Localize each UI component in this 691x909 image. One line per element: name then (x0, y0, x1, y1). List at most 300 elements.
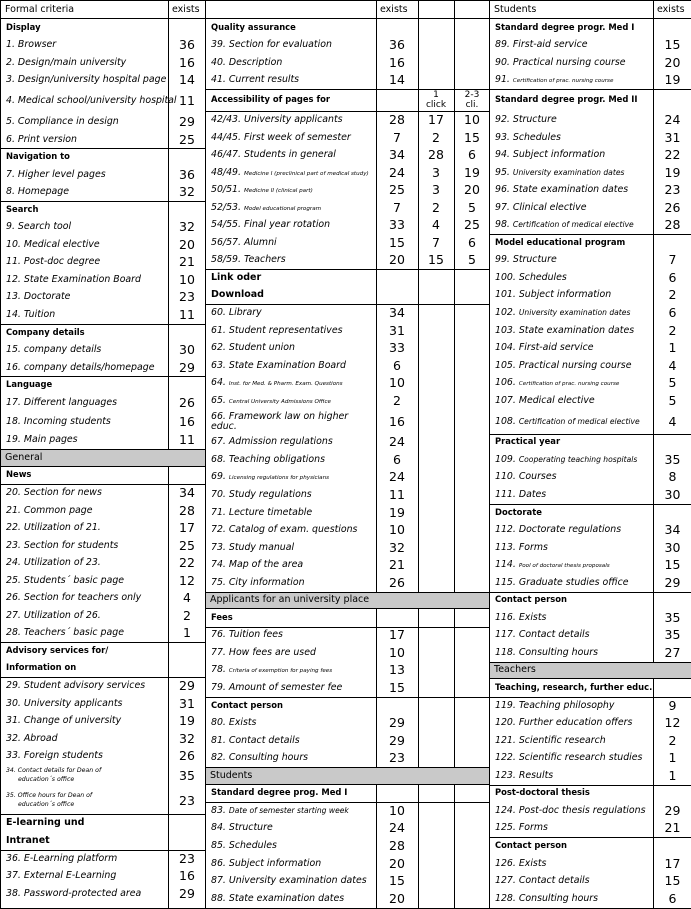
row-label: 27. Utilization of 26. (6, 609, 101, 621)
one-click-count: 17 (428, 111, 444, 127)
table-row (206, 837, 489, 855)
table-row (1, 201, 205, 219)
table-row (490, 37, 691, 55)
exists-count: 28 (389, 837, 405, 853)
table-row (490, 217, 691, 235)
table-row (206, 164, 489, 182)
row-label: 107. Medical elective (495, 394, 595, 406)
header-exists: exists (657, 4, 685, 15)
table-row (490, 855, 691, 873)
exists-count: 29 (389, 732, 405, 748)
table-row (206, 181, 489, 199)
one-click-count: 7 (432, 234, 440, 250)
row-label: 113. Forms (495, 541, 548, 553)
table-row (206, 504, 489, 522)
table-row (490, 181, 691, 199)
table-row (206, 486, 489, 504)
table-row (490, 19, 691, 37)
table-row (1, 695, 205, 713)
table-row (490, 539, 691, 557)
table-row (490, 129, 691, 147)
table-row (1, 148, 205, 166)
table-row (490, 269, 691, 287)
one-click-count: 2 (432, 129, 440, 145)
label-number: 64. (211, 377, 229, 389)
two-three-click-count: 5 (468, 252, 476, 268)
row-label: 123. Results (495, 769, 554, 781)
row-label (6, 766, 101, 784)
row-label: 2. Design/main university (6, 56, 127, 68)
header-exists: exists (380, 4, 408, 15)
table-row (206, 451, 489, 469)
row-label: Language (6, 379, 53, 390)
exists-count: 24 (389, 434, 405, 450)
exists-count: 16 (389, 54, 405, 70)
table-row (206, 111, 489, 129)
row-label: News (6, 469, 32, 480)
row-label: 117. Contact details (495, 629, 590, 641)
row-label: Standard degree prog. Med I (211, 787, 348, 798)
table-row (1, 660, 205, 678)
table-row (1, 502, 205, 520)
label-small: Model educational program (243, 205, 322, 212)
exists-count: 2 (393, 392, 401, 408)
row-label: 39. Section for evaluation (211, 39, 332, 51)
table-row (1, 642, 205, 660)
table-row (490, 749, 691, 767)
label-small: Certification of medical elective (518, 416, 640, 426)
two-three-click-count: 10 (464, 111, 480, 127)
row-label: 54/55. Final year rotation (211, 219, 331, 231)
exists-count: 12 (664, 715, 681, 731)
table-row (206, 539, 489, 557)
two-three-click-count: 20 (464, 182, 480, 198)
exists-count: 34 (389, 147, 405, 163)
row-label: 105. Practical nursing course (495, 359, 632, 371)
table-row (1, 625, 205, 643)
table-row (1, 376, 205, 394)
label-number: 91. (495, 74, 513, 86)
table-row (1, 554, 205, 572)
table-row (1, 814, 205, 832)
row-label: 33. Foreign students (6, 750, 103, 762)
label-small: Cooperating teaching hospitals (518, 454, 638, 464)
table-row (490, 434, 691, 452)
exists-count: 34 (664, 522, 681, 538)
row-label: 90. Practical nursing course (495, 56, 626, 68)
exists-count: 23 (179, 289, 195, 305)
row-label: 58/59. Teachers (211, 254, 286, 266)
row-label: 20. Section for news (6, 486, 102, 498)
row-label: 46/47. Students in general (211, 149, 336, 161)
row-label: 36. E-Learning platform (6, 852, 118, 864)
row-label (211, 184, 313, 195)
row-label: 115. Graduate studies office (495, 576, 629, 588)
table-row (490, 592, 691, 610)
table-row (1, 37, 205, 55)
table-row (206, 732, 489, 750)
exists-count: 29 (179, 885, 195, 901)
row-label: 6. Print version (6, 133, 77, 145)
row-label: 15. company details (6, 344, 102, 356)
table-row (206, 469, 489, 487)
table-row (206, 287, 489, 305)
exists-count: 32 (389, 539, 405, 555)
row-label: 23. Section for students (6, 539, 119, 551)
row-label: Information on (6, 662, 77, 673)
exists-count: 15 (664, 557, 681, 573)
row-label (495, 416, 640, 427)
exists-count: 11 (179, 307, 195, 323)
label-number: 52/53. (211, 201, 244, 213)
table-row (490, 410, 691, 434)
exists-count: 6 (668, 305, 677, 321)
exists-count: 7 (393, 129, 401, 145)
table-row (206, 19, 489, 37)
table-row (490, 72, 691, 90)
exists-count: 10 (389, 522, 405, 538)
row-label: 9. Search tool (6, 221, 72, 233)
row-label: 16. company details/homepage (6, 361, 155, 373)
table-row (490, 574, 691, 592)
table-row (490, 339, 691, 357)
table-row (206, 322, 489, 340)
row-label: 67. Admission regulations (211, 436, 333, 448)
exists-count: 5 (668, 375, 677, 391)
column-header (206, 1, 489, 19)
table-row (206, 574, 489, 592)
row-label: 37. External E-Learning (6, 870, 117, 882)
row-label (495, 377, 619, 388)
header-label: Students (494, 4, 537, 15)
row-label: 127. Contact details (495, 875, 590, 887)
row-label: 31. Change of university (6, 715, 122, 727)
row-label: Navigation to (6, 151, 70, 162)
row-label: 89. First-aid service (495, 39, 588, 51)
table-row (206, 374, 489, 392)
one-click-header: 1 click (425, 90, 447, 111)
row-label: 97. Clinical elective (495, 201, 587, 213)
table-row (490, 890, 691, 908)
row-label: 88. State examination dates (211, 892, 345, 904)
table-row (1, 254, 205, 272)
row-label: 125. Forms (495, 822, 548, 834)
label-number: 95. (495, 166, 513, 178)
table-row (206, 129, 489, 147)
row-label: 100. Schedules (495, 271, 567, 283)
table-row (206, 627, 489, 645)
exists-count: 35 (664, 627, 681, 643)
table-row (206, 434, 489, 452)
table-row (206, 679, 489, 697)
row-label: Contact person (495, 839, 567, 850)
table-row (206, 72, 489, 90)
row-label (495, 167, 624, 178)
label-small: Medicine I (preclinical part of medical study) (243, 170, 369, 177)
row-label: Fees (211, 611, 233, 622)
exists-count: 24 (664, 111, 681, 127)
exists-count: 19 (664, 164, 681, 180)
exists-count: 21 (389, 557, 405, 573)
row-label: 76. Tuition fees (211, 629, 283, 641)
two-three-click-count: 25 (464, 217, 480, 233)
exists-count: 15 (389, 680, 405, 696)
exists-count: 12 (179, 572, 195, 588)
row-label: 111. Dates (495, 488, 547, 500)
label-number: 83. (211, 804, 229, 816)
table-row (490, 556, 691, 574)
exists-count: 30 (664, 539, 681, 555)
exists-count: 32 (179, 184, 195, 200)
exists-count: 31 (389, 322, 405, 338)
row-label: Advisory services for/ (6, 644, 109, 655)
exists-count: 33 (389, 340, 405, 356)
exists-count: 21 (179, 254, 195, 270)
row-label: 26. Section for teachers only (6, 592, 142, 604)
exists-count: 22 (179, 555, 195, 571)
exists-count: 25 (179, 537, 195, 553)
table-row (1, 72, 205, 90)
one-click-count: 15 (428, 252, 444, 268)
exists-count: 19 (664, 72, 681, 88)
table-row (490, 146, 691, 164)
label-small: Inst. for Med. & Pharm. Exam. Questions (228, 381, 343, 388)
table-row (206, 556, 489, 574)
label-line: education´s office (18, 800, 75, 808)
row-label: 121. Scientific research (495, 734, 606, 746)
row-label: 87. University examination dates (211, 875, 367, 887)
row-label: 60. Library (211, 307, 262, 319)
row-label: 17. Different languages (6, 396, 117, 408)
table-row (206, 890, 489, 908)
exists-count: 35 (664, 609, 681, 625)
table-row (490, 872, 691, 890)
row-label: 7. Higher level pages (6, 168, 106, 180)
row-label: Post-doctoral thesis (495, 787, 590, 798)
row-label: Accessibility of pages for (211, 94, 330, 105)
exists-count: 6 (668, 890, 677, 906)
table-row (490, 802, 691, 820)
table-row (490, 252, 691, 270)
row-label: E-learning und (6, 817, 85, 828)
row-label: 120. Further education offers (495, 717, 633, 729)
table-row (490, 234, 691, 252)
row-label: Teaching, research, further educ. (495, 682, 653, 693)
table-row (206, 89, 489, 111)
table-row (490, 609, 691, 627)
column-header (1, 1, 205, 19)
row-label: Company details (6, 326, 85, 337)
table-row (1, 219, 205, 237)
label-number: 69. (211, 471, 229, 483)
row-label: 112. Doctorate regulations (495, 524, 622, 536)
table-row (490, 820, 691, 838)
table-row (206, 785, 489, 803)
label-small: Medicine II (clinical part) (243, 188, 313, 195)
exists-count: 10 (179, 271, 195, 287)
exists-count: 11 (389, 486, 405, 502)
exists-count: 28 (664, 217, 681, 233)
exists-count: 20 (664, 54, 681, 70)
table-row (1, 412, 205, 432)
table-row (206, 357, 489, 375)
exists-count: 17 (179, 520, 195, 536)
exists-count: 11 (179, 432, 195, 448)
header-exists: exists (172, 4, 200, 15)
exists-count: 2 (668, 287, 677, 303)
exists-count: 23 (179, 792, 195, 808)
row-label: 12. State Examination Board (6, 273, 141, 285)
table-row (1, 341, 205, 359)
label-line: 34. Contact details for Dean of (6, 767, 102, 774)
row-label: 18. Incoming students (6, 415, 111, 427)
row-label (495, 307, 630, 318)
row-label: 41. Current results (211, 74, 300, 86)
row-label: 32. Abroad (6, 732, 58, 744)
table-row (206, 802, 489, 820)
exists-count: 10 (389, 375, 405, 391)
row-label: 85. Schedules (211, 839, 277, 851)
row-label: 80. Exists (211, 717, 257, 729)
exists-count: 15 (389, 234, 405, 250)
row-label: Contact person (495, 594, 567, 605)
exists-count: 32 (179, 219, 195, 235)
row-label: Standard degree progr. Med I (495, 21, 635, 32)
table-row (1, 765, 205, 787)
table-row (490, 732, 691, 750)
row-label: 101. Subject information (495, 289, 612, 301)
row-label: Standard degree progr. Med II (495, 94, 638, 105)
table-row (206, 234, 489, 252)
section-band (1, 449, 205, 467)
two-three-click-count: 6 (468, 234, 476, 250)
exists-count: 1 (668, 340, 677, 356)
table-row (1, 467, 205, 485)
exists-count: 6 (668, 269, 677, 285)
row-label: 28. Teachers´ basic page (6, 627, 124, 639)
row-label: Search (6, 203, 39, 214)
exists-count: 26 (179, 394, 195, 410)
label-small: Licensing regulations for physicians (228, 475, 330, 482)
row-label: 126. Exists (495, 857, 547, 869)
row-label: Download (211, 289, 264, 301)
label-number: 48/49. (211, 166, 244, 178)
exists-count: 14 (179, 72, 195, 88)
table-row (1, 590, 205, 608)
exists-count: 28 (179, 502, 195, 518)
exists-count: 24 (389, 164, 405, 180)
table-row (206, 697, 489, 715)
row-label: Quality assurance (211, 21, 296, 32)
label-number: 114. (495, 559, 519, 571)
row-label: 21. Common page (6, 504, 93, 516)
row-label: Display (6, 21, 41, 32)
row-label: 61. Student representatives (211, 324, 343, 336)
table-row (1, 113, 205, 131)
exists-count: 4 (183, 590, 191, 606)
table-row (1, 306, 205, 324)
row-label: 96. State examination dates (495, 184, 629, 196)
table-row (1, 289, 205, 307)
label-line: education´s office (18, 776, 75, 783)
exists-count: 25 (389, 182, 405, 198)
exists-count: 23 (664, 182, 681, 198)
one-click-count: 28 (428, 147, 444, 163)
table-row (1, 712, 205, 730)
label-small: Pool of doctoral thesis proposals (518, 563, 610, 570)
exists-count: 26 (389, 574, 405, 590)
exists-count: 36 (179, 166, 195, 182)
table-row (1, 324, 205, 342)
table-row (206, 820, 489, 838)
exists-count: 2 (668, 322, 677, 338)
one-click-count: 3 (432, 164, 440, 180)
row-label: 29. Student advisory services (6, 680, 146, 692)
exists-count: 21 (664, 820, 681, 836)
table-row (206, 410, 489, 434)
label-line: educ. (211, 420, 237, 432)
header-label: Formal criteria (5, 4, 75, 15)
table-row (1, 131, 205, 149)
two-three-click-count: 15 (464, 129, 480, 145)
table-row (490, 199, 691, 217)
row-label: 25. Students´ basic page (6, 574, 125, 586)
row-label (6, 791, 92, 809)
table-row (206, 521, 489, 539)
two-three-click-count: 19 (464, 164, 480, 180)
table-row (1, 89, 205, 113)
exists-count: 30 (179, 342, 195, 358)
row-label: Intranet (6, 835, 50, 846)
table-row (1, 484, 205, 502)
exists-count: 31 (664, 129, 681, 145)
row-label: 10. Medical elective (6, 238, 100, 250)
label-number: 106. (495, 377, 519, 389)
exists-count: 1 (668, 767, 677, 783)
label-number: 50/51. (211, 184, 244, 196)
row-label (495, 454, 637, 465)
two-three-click-count: 6 (468, 147, 476, 163)
table-row (1, 607, 205, 625)
row-label: 81. Contact details (211, 734, 300, 746)
table-row (490, 322, 691, 340)
row-label: 68. Teaching obligations (211, 453, 325, 465)
row-label (211, 664, 332, 675)
exists-count: 2 (668, 732, 677, 748)
table-row (206, 37, 489, 55)
two-three-click-header: 2-3 cli. (464, 90, 480, 111)
table-row (206, 54, 489, 72)
table-row (490, 54, 691, 72)
row-label: 62. Student union (211, 342, 295, 354)
exists-count: 7 (393, 199, 401, 215)
row-label: 92. Structure (495, 113, 557, 125)
one-click-count: 3 (432, 182, 440, 198)
row-label: 119. Teaching philosophy (495, 699, 615, 711)
exists-count: 32 (179, 730, 195, 746)
exists-count: 15 (664, 873, 681, 889)
row-label: 40. Description (211, 56, 283, 68)
table-row (490, 304, 691, 322)
exists-count: 23 (179, 850, 195, 866)
table-row (1, 19, 205, 37)
row-label: 44/45. First week of semester (211, 131, 351, 143)
table-row (490, 714, 691, 732)
row-label: 4. Medical school/university hospital (6, 95, 177, 107)
label-small: University examination dates (512, 167, 625, 177)
exists-count: 13 (389, 662, 405, 678)
band-label: Teachers (494, 664, 536, 676)
